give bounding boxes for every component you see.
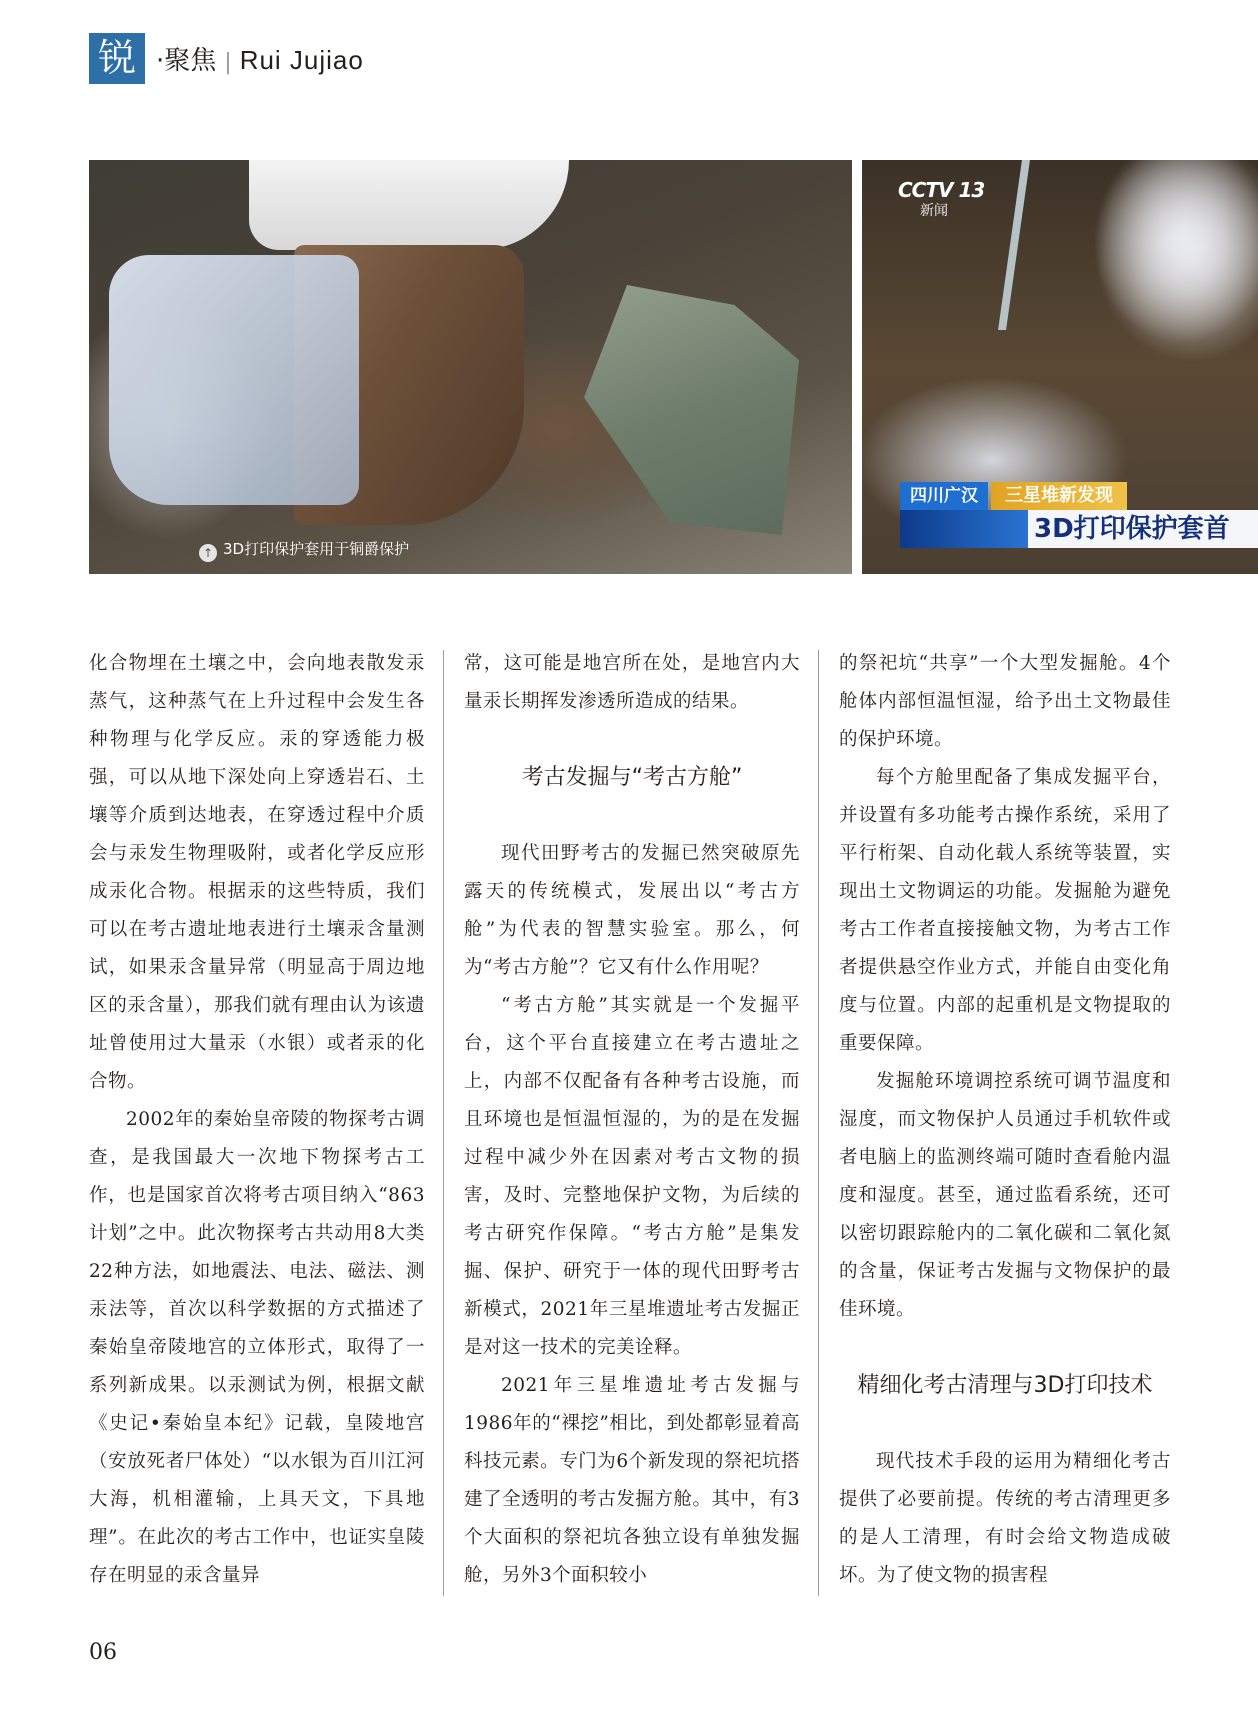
patina-fragment [584, 285, 799, 535]
section-badge: 锐 [89, 33, 145, 84]
spacer [839, 1329, 1171, 1348]
up-arrow-icon: ↑ [199, 544, 217, 562]
paragraph: 现代技术手段的运用为精细化考古提供了必要前提。传统的考古清理更多的是人工清理，有时会给文物造成破坏。为了使文物的损害程 [839, 1451, 1171, 1586]
section-title: ·聚焦 [156, 46, 217, 76]
page-number: 06 [89, 1640, 117, 1665]
cctv-logo-icon: CCTV 13 [898, 178, 985, 202]
paragraph: 现代田野考古的发掘已然突破原先露天的传统模式，发展出以“考古方舱”为代表的智慧实验室。那么，何为“考古方舱”？它又有什么作用呢？ [464, 843, 800, 978]
text-column-1 [89, 645, 425, 1595]
paragraph: 每个方舱里配备了集成发掘平台，并设置有多功能考古操作系统，采用了平行桁架、自动化载人系统等装置，实现出土文物调运的功能。发掘舱为避免考古工作者直接接触文物，为考古工作者提供悬空作业方式，并能自由变化角度与位置。内部的起重机是文物提取的重要保障。 [839, 767, 1171, 1054]
3d-printed-cover [109, 255, 359, 505]
section-title-english: Rui Jujiao [239, 45, 364, 75]
section-heading: 精细化考古清理与3D打印技术 [857, 1373, 1153, 1398]
paragraph: 常，这可能是地宫所在处，是地宫内大量汞长期挥发渗透所造成的结果。 [464, 653, 800, 712]
paragraph: 化合物埋在土壤之中，会向地表散发汞蒸气，这种蒸气在上升过程中会发生各种物理与化学反应。汞的穿透能力极强，可以从地下深处向上穿透岩石、土壤等介质到达地表，在穿透过程中介质会与汞发生物理吸附，或者化学反应形成汞化合物。根据汞的这些特质，我们可以在考古遗址地表进行土壤汞含量测试，如果汞含量异常（明显高于周边地区的汞含量），那我们就有理由认为该遗址曾使用过大量汞（水银）或者汞的化合物。 [89, 653, 425, 1092]
text-column-2 [464, 645, 800, 1595]
news-tag: 三星堆新发现 [991, 482, 1127, 510]
channel-sub: 新闻 [920, 203, 948, 219]
paragraph: 的祭祀坑“共享”一个大型发掘舱。4个舱体内部恒温恒湿，给予出土文物最佳的保护环境。 [839, 653, 1171, 750]
spacer [464, 816, 800, 835]
paragraph: 2002年的秦始皇帝陵的物探考古调查，是我国最大一次地下物探考古工作，也是国家首次将考古项目纳入“863计划”之中。此次物探考古共动用8大类22种方法，如地震法、电法、磁法、测汞法等，首次以科学数据的方式描述了秦始皇帝陵地宫的立体形式，取得了一系列新成果。以汞测试为例，根据文献《史记•秦始皇本纪》记载，皇陵地宫（安放死者尸体处）“以水银为百川江河大海，机相灌输，上具天文，下具地理”。在此次的考古工作中，也证实皇陵存在明显的汞含量异 [89, 1109, 425, 1586]
news-lower-third [900, 482, 1258, 548]
news-screenshot-photo [862, 160, 1258, 574]
running-header [156, 44, 364, 76]
platform-rail [998, 160, 1030, 330]
photo-caption-text: 3D打印保护套用于铜爵保护 [223, 540, 410, 558]
bronze-vessel-photo [89, 160, 852, 574]
text-column-3 [839, 645, 1171, 1595]
paragraph: 2021年三星堆遗址考古发掘与1986年的“裸挖”相比，到处都彰显着高科技元素。专门为6个新发现的祭祀坑搭建了全透明的考古发掘方舱。其中，有3个大面积的祭祀坑各独立设有单独发掘舱，另外3个面积较小 [464, 1375, 800, 1586]
archaeologist [1062, 160, 1258, 360]
news-location: 四川广汉 [900, 482, 988, 510]
column-rule [443, 650, 444, 1596]
globe-icon [900, 510, 1028, 548]
header-separator: | [224, 50, 232, 75]
channel-logo [898, 178, 998, 220]
news-headline: 3D打印保护套首 [1028, 510, 1258, 548]
spacer [464, 721, 800, 740]
photo-caption [199, 536, 409, 562]
spacer [839, 1424, 1171, 1443]
column-rule [818, 650, 819, 1596]
protective-sheet [249, 160, 569, 250]
paragraph: 发掘舱环境调控系统可调节温度和湿度，而文物保护人员通过手机软件或者电脑上的监测终端可随时查看舱内温度和湿度。甚至，通过监看系统，还可以密切跟踪舱内的二氧化碳和二氧化氮的含量，保证考古发掘与文物保护的最佳环境。 [839, 1071, 1171, 1320]
paragraph: “考古方舱”其实就是一个发掘平台，这个平台直接建立在考古遗址之上，内部不仅配备有各种考古设施，而且环境也是恒温恒湿的，为的是在发掘过程中减少外在因素对考古文物的损害，及时、完整地保护文物，为后续的考古研究作保障。“考古方舱”是集发掘、保护、研究于一体的现代田野考古新模式，2021年三星堆遗址考古发掘正是对这一技术的完美诠释。 [464, 995, 800, 1358]
section-heading: 考古发掘与“考古方舱” [521, 765, 743, 790]
